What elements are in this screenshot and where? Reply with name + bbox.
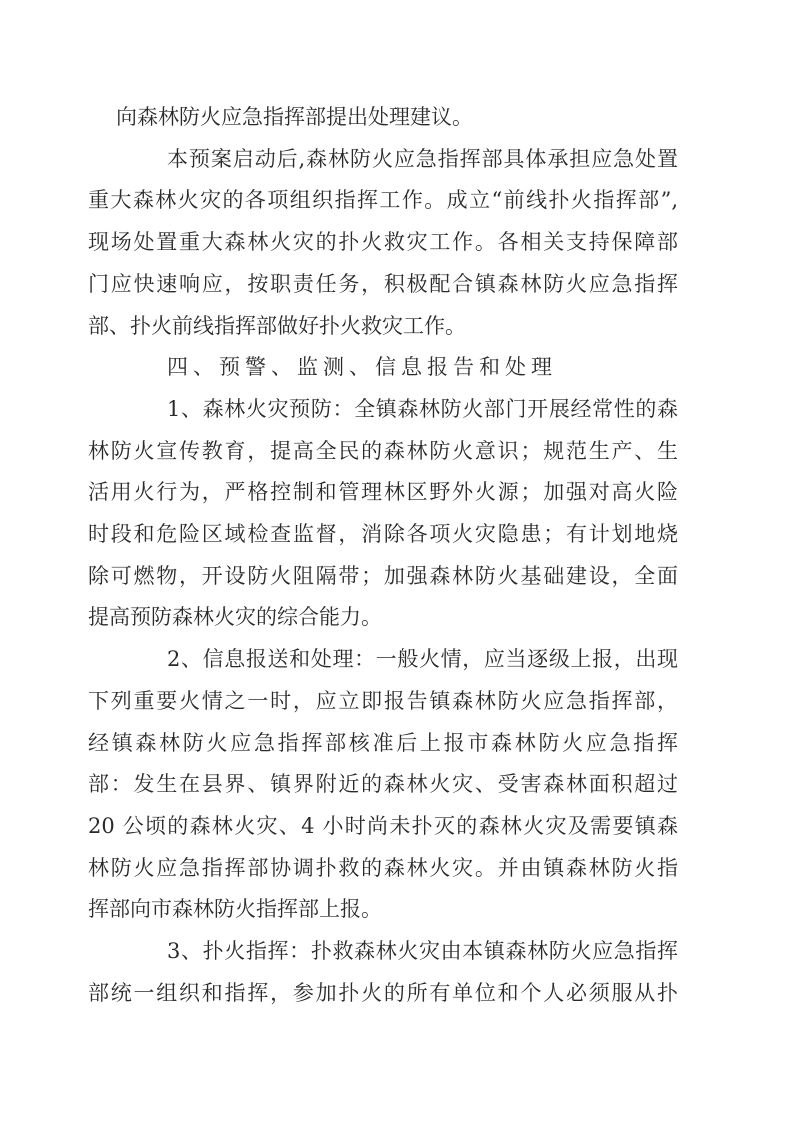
text-line: 提高预防森林火灾的综合能力。 xyxy=(88,605,382,630)
document-text-block xyxy=(88,97,678,1014)
text-line: 林防火应急指挥部协调扑救的森林火灾。并由镇森林防火指 xyxy=(88,855,678,880)
section-heading: 四、预警、监测、信息报告和处理 xyxy=(167,355,557,380)
text-line: 重大森林火灾的各项组织指挥工作。成立“前线扑火指挥部”, xyxy=(88,188,678,213)
text-line: 1、森林火灾预防：全镇森林防火部门开展经常性的森 xyxy=(167,396,678,421)
text-line: 部统一组织和指挥，参加扑火的所有单位和个人必须服从扑 xyxy=(88,980,678,1005)
text-line: 挥部向市森林防火指挥部上报。 xyxy=(88,897,382,922)
text-line: 林防火宣传教育，提高全民的森林防火意识；规范生产、生 xyxy=(88,438,678,463)
text-line: 3、扑火指挥：扑救森林火灾由本镇森林防火应急指挥 xyxy=(167,939,678,964)
text-line: 现场处置重大森林火灾的扑火救灾工作。各相关支持保障部 xyxy=(88,230,678,255)
text-line: 除可燃物，开设防火阻隔带；加强森林防火基础建设，全面 xyxy=(88,563,678,588)
text-line: 本预案启动后,森林防火应急指挥部具体承担应急处置 xyxy=(167,146,678,171)
text-line: 时段和危险区域检查监督，消除各项火灾隐患；有计划地烧 xyxy=(88,522,678,547)
text-line: 向森林防火应急指挥部提出处理建议。 xyxy=(116,105,473,129)
text-line: 部：发生在县界、镇界附近的森林火灾、受害森林面积超过 xyxy=(88,772,678,797)
text-line: 经镇森林防火应急指挥部核准后上报市森林防火应急指挥 xyxy=(88,730,678,755)
text-line: 活用火行为，严格控制和管理林区野外火源；加强对高火险 xyxy=(88,480,678,505)
text-line: 20 公顷的森林火灾、4 小时尚未扑灭的森林火灾及需要镇森 xyxy=(88,813,678,838)
text-line: 下列重要火情之一时，应立即报告镇森林防火应急指挥部， xyxy=(88,688,678,713)
text-line: 部、扑火前线指挥部做好扑火救灾工作。 xyxy=(88,313,466,338)
text-line: 2、信息报送和处理：一般火情，应当逐级上报，出现 xyxy=(167,647,678,672)
text-line: 门应快速响应，按职责任务，积极配合镇森林防火应急指挥 xyxy=(88,271,678,296)
